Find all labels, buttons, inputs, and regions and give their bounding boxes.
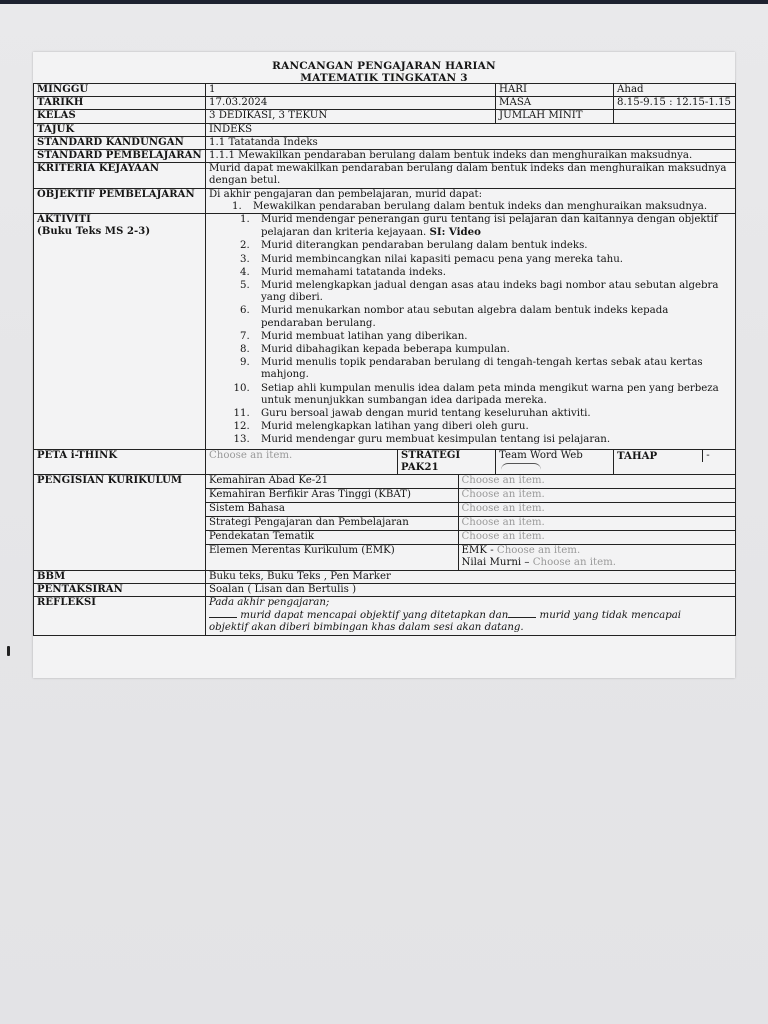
aktiviti-content <box>206 214 736 450</box>
refleksi-part-b: murid yang tidak mencapai <box>536 610 682 622</box>
emk-item: Elemen Merentas Kurikulum (EMK) <box>206 545 458 570</box>
strategi-value-cell[interactable] <box>496 449 614 474</box>
list-item: 7. Murid membuat latihan yang diberikan. <box>253 331 732 343</box>
nilai-label: Nilai Murni – <box>461 557 533 569</box>
kurikulum-dropdown[interactable]: Choose an item. <box>458 517 735 531</box>
refleksi-content <box>206 596 736 635</box>
hari-value: Ahad <box>614 84 736 97</box>
list-item: 4. Murid memahami tatatanda indeks. <box>253 267 732 279</box>
row-minggu <box>34 84 736 97</box>
emk-label: EMK - <box>461 545 497 557</box>
refleksi-part-a: murid dapat mencapai objektif yang ditetapkan dan <box>237 610 509 622</box>
refleksi-line3: objektif akan diberi bimbingan khas dalam sesi akan datang. <box>209 622 524 634</box>
minggu-label: MINGGU <box>34 84 206 97</box>
sk-label: STANDARD KANDUNGAN <box>34 136 206 149</box>
kurikulum-item: Strategi Pengajaran dan Pembelajaran <box>206 517 458 531</box>
row-standard-kandungan <box>34 136 736 149</box>
kurikulum-content <box>206 475 736 570</box>
table-row <box>206 531 735 545</box>
hari-label: HARI <box>496 84 614 97</box>
list-item: 11. Guru bersoal jawab dengan murid tentang keseluruhan aktiviti. <box>253 408 732 420</box>
list-item: 12. Murid melengkapkan latihan yang diberi oleh guru. <box>253 421 732 433</box>
tahap-label: TAHAP <box>617 449 658 462</box>
table-row <box>206 545 735 570</box>
nilai-dropdown[interactable]: Choose an item. <box>532 557 617 569</box>
aktiviti-label: AKTIVITI <box>37 214 91 226</box>
masa-value: 8.15-9.15 : 12.15-1.15 <box>614 97 736 110</box>
jumlah-minit-value <box>614 110 736 123</box>
list-item: 8. Murid dibahagikan kepada beberapa kumpulan. <box>253 344 732 356</box>
top-dark-strip <box>0 0 768 4</box>
list-item: 13. Murid mendengar guru membuat kesimpulan tentang isi pelajaran. <box>253 434 732 446</box>
peta-label: PETA i-THINK <box>34 449 206 474</box>
list-item: 10. Setiap ahli kumpulan menulis idea dalam peta minda mengikut warna pen yang berbeza untuk menunjukkan sumbangan idea daripada mereka. <box>253 383 732 407</box>
bbm-value: Buku teks, Buku Teks , Pen Marker <box>206 570 736 583</box>
emk-dropdown[interactable]: Choose an item. <box>496 545 581 557</box>
list-item <box>253 214 732 239</box>
row-tajuk <box>34 123 736 136</box>
row-aktiviti <box>34 214 736 450</box>
plan-title: RANCANGAN PENGAJARAN HARIAN <box>272 60 496 72</box>
masa-label: MASA <box>496 97 614 110</box>
kelas-value: 3 DEDIKASI, 3 TEKUN <box>206 110 496 123</box>
pentaksiran-value: Soalan ( Lisan dan Bertulis ) <box>206 583 736 596</box>
row-objektif <box>34 188 736 213</box>
objektif-intro: Di akhir pengajaran dan pembelajaran, murid dapat: <box>209 188 483 200</box>
list-item: 6. Murid menukarkan nombor atau sebutan algebra dalam bentuk indeks kepada pendaraban berulang. <box>253 305 732 329</box>
margin-mark <box>7 646 10 656</box>
table-row <box>206 503 735 517</box>
row-peta-ithink <box>34 449 736 474</box>
list-item: 1. Mewakilkan pendaraban berulang dalam bentuk indeks dan menghuraikan maksudnya. <box>245 201 732 213</box>
list-item: 9. Murid menulis topik pendaraban berulang di tengah-tengah kertas sebak atau kertas mahjong. <box>253 357 732 381</box>
sp-label: STANDARD PEMBELAJARAN <box>34 150 206 163</box>
sk-value: 1.1 Tatatanda Indeks <box>206 136 736 149</box>
emk-line <box>462 545 733 557</box>
strategi-label: STRATEGI PAK21 <box>398 449 496 474</box>
objektif-label: OBJEKTIF PEMBELAJARAN <box>34 188 206 213</box>
tahap-inner <box>614 450 735 462</box>
kk-label: KRITERIA KEJAYAAN <box>34 163 206 188</box>
refleksi-label: REFLEKSI <box>34 596 206 635</box>
kurikulum-label: PENGISIAN KURIKULUM <box>34 475 206 570</box>
plan-subtitle: MATEMATIK TINGKATAN 3 <box>300 72 468 84</box>
bbm-label: BBM <box>34 570 206 583</box>
refleksi-line2 <box>209 609 732 622</box>
cursor-arc-mark <box>501 463 541 470</box>
blank-field[interactable] <box>209 609 237 618</box>
objektif-content <box>206 188 736 213</box>
tahap-cell <box>614 449 736 474</box>
tahap-value: - <box>703 450 735 462</box>
table-row <box>206 517 735 531</box>
row-pentaksiran <box>34 583 736 596</box>
row-kriteria <box>34 163 736 188</box>
peta-dropdown[interactable]: Choose an item. <box>206 449 398 474</box>
kurikulum-item: Pendekatan Tematik <box>206 531 458 545</box>
minggu-value: 1 <box>206 84 496 97</box>
list-item: 5. Murid melengkapkan jadual dengan asas atau indeks bagi nombor atau sebutan algebra yang diberi. <box>253 280 732 304</box>
kk-value: Murid dapat mewakilkan pendaraban berulang dalam bentuk indeks dan menghuraikan maksudnya dengan betul. <box>206 163 736 188</box>
tarikh-label: TARIKH <box>34 97 206 110</box>
row-kurikulum <box>34 475 736 570</box>
aktiviti-list <box>209 214 732 447</box>
aktiviti-sublabel: (Buku Teks MS 2-3) <box>37 226 151 238</box>
table-row <box>206 489 735 503</box>
row-tarikh <box>34 97 736 110</box>
emk-cell <box>458 545 735 570</box>
activity-1-si: SI: Video <box>429 226 481 239</box>
nilai-line <box>462 557 733 569</box>
row-refleksi <box>34 596 736 635</box>
row-bbm <box>34 570 736 583</box>
refleksi-line1: Pada akhir pengajaran; <box>209 596 330 608</box>
kurikulum-item: Kemahiran Abad Ke-21 <box>209 475 329 487</box>
table-row <box>206 475 735 489</box>
kurikulum-item: Kemahiran Berfikir Aras Tinggi (KBAT) <box>206 489 458 503</box>
pentaksiran-label: PENTAKSIRAN <box>34 583 206 596</box>
kurikulum-subtable <box>206 475 735 569</box>
list-item: 2. Murid diterangkan pendaraban berulang dalam bentuk indeks. <box>253 240 732 252</box>
tarikh-value: 17.03.2024 <box>206 97 496 110</box>
sp-value: 1.1.1 Mewakilkan pendaraban berulang dalam bentuk indeks dan menghuraikan maksudnya. <box>206 150 736 163</box>
kurikulum-dropdown[interactable]: Choose an item. <box>458 475 735 489</box>
tajuk-label: TAJUK <box>34 123 206 136</box>
activity-1-text: Murid mendengar penerangan guru tentang isi pelajaran dan kaitannya dengan objektif pelajaran dan kriteria kejayaan. <box>261 214 718 239</box>
kelas-label: KELAS <box>34 110 206 123</box>
row-standard-pembelajaran <box>34 150 736 163</box>
kurikulum-item: Sistem Bahasa <box>206 503 458 517</box>
kurikulum-dropdown[interactable]: Choose an item. <box>458 489 735 503</box>
objektif-list <box>209 201 732 213</box>
list-item: 3. Murid membincangkan nilai kapasiti pemacu pena yang mereka tahu. <box>253 254 732 266</box>
aktiviti-label-cell <box>34 214 206 450</box>
kurikulum-dropdown[interactable]: Choose an item. <box>458 503 735 517</box>
blank-field[interactable] <box>508 609 536 618</box>
kurikulum-dropdown[interactable]: Choose an item. <box>458 531 735 545</box>
jumlah-minit-label: JUMLAH MINIT <box>496 110 614 123</box>
row-kelas <box>34 110 736 123</box>
lesson-plan-table <box>33 83 736 636</box>
tajuk-value: INDEKS <box>206 123 736 136</box>
strategi-value: Team Word Web <box>499 449 583 461</box>
